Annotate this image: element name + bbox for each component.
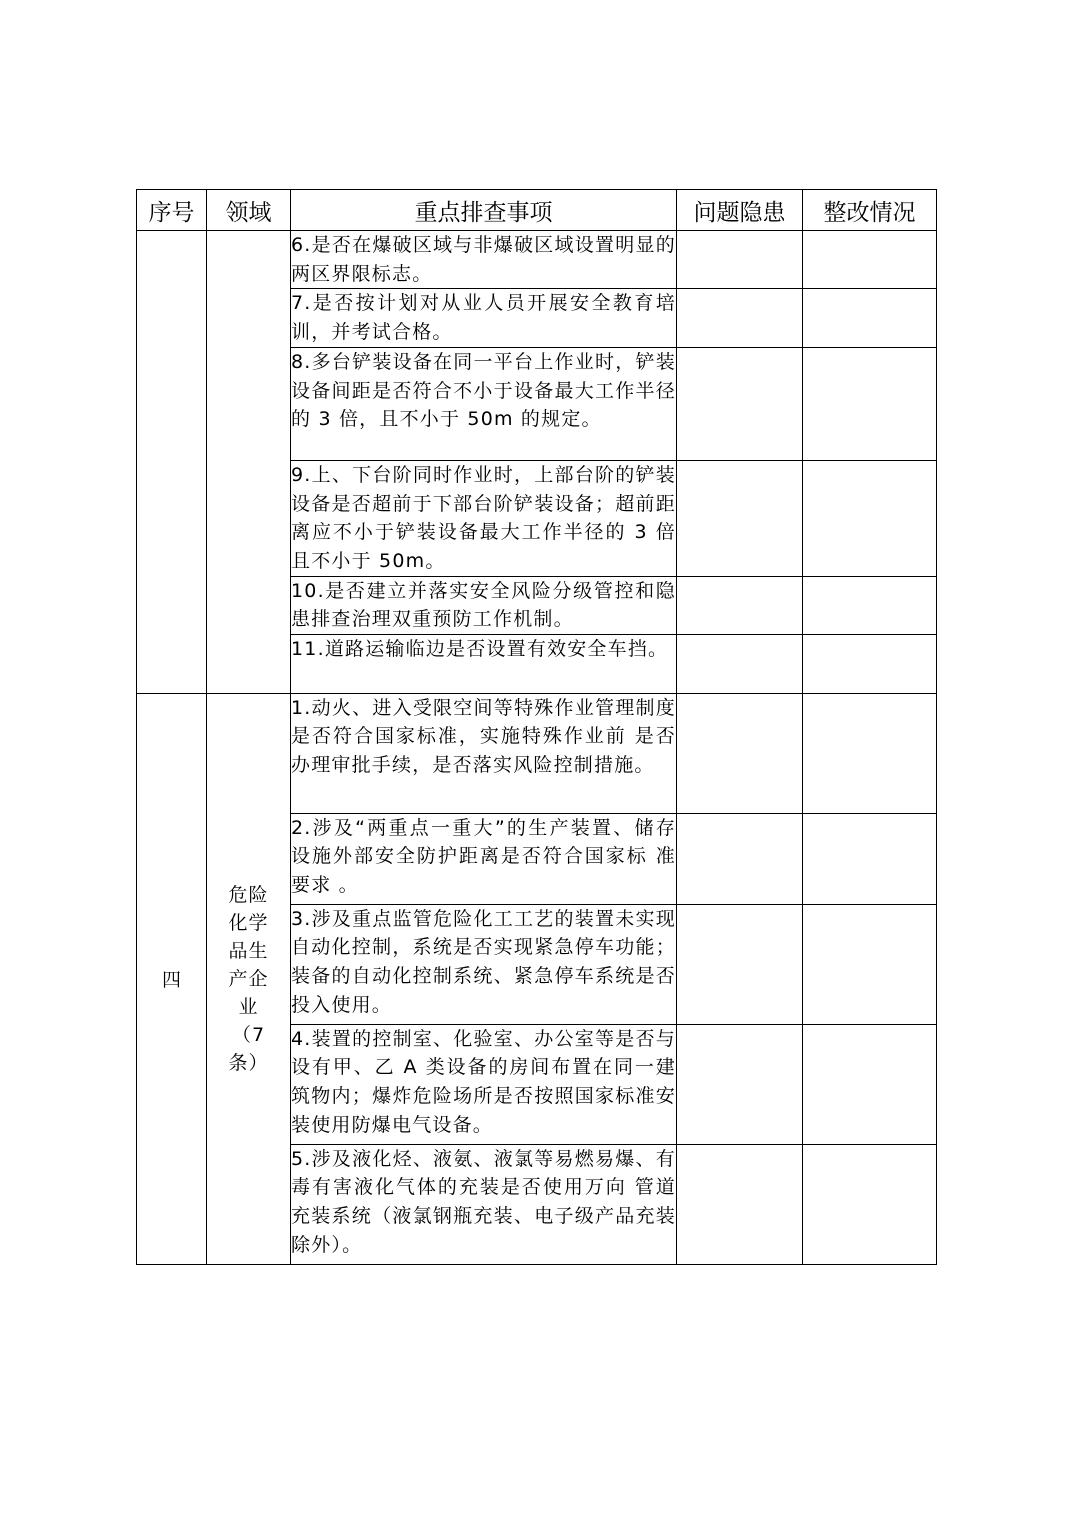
check-item: 8.多台铲装设备在同一平台上作业时，铲装设备间距是否符合不小于设备最大工作半径的 3 倍，且不小于 50m 的规定。 xyxy=(291,348,677,461)
issue-cell xyxy=(677,904,803,1024)
rectification-cell xyxy=(803,231,937,289)
field-cell-continued xyxy=(207,231,291,694)
rectification-cell xyxy=(803,348,937,461)
check-item: 3.涉及重点监管危险化工工艺的装置未实现自动化控制，系统是否实现紧急停车功能；装备的自动化控制系统、紧急停车系统是否投入使用。 xyxy=(291,904,677,1024)
check-item: 5.涉及液化烃、液氨、液氯等易燃易爆、有毒有害液化气体的充装是否使用万向 管道充装系统（液氯钢瓶充装、电子级产品充装除外）。 xyxy=(291,1144,677,1264)
field-cell xyxy=(207,693,291,1264)
rectification-cell xyxy=(803,813,937,904)
rectification-cell xyxy=(803,1024,937,1144)
header-field: 领域 xyxy=(207,190,291,231)
rectification-cell xyxy=(803,693,937,813)
issue-cell xyxy=(677,576,803,634)
header-issues: 问题隐患 xyxy=(677,190,803,231)
issue-cell xyxy=(677,693,803,813)
field-label: 危险化学品生产企业（7条） xyxy=(228,883,269,1074)
check-item: 1.动火、进入受限空间等特殊作业管理制度是否符合国家标准，实施特殊作业前 是否办理审批手续，是否落实风险控制措施。 xyxy=(291,693,677,813)
check-item: 7.是否按计划对从业人员开展安全教育培训，并考试合格。 xyxy=(291,289,677,348)
seq-cell-continued xyxy=(137,231,207,694)
inspection-table xyxy=(136,189,937,1265)
issue-cell xyxy=(677,1144,803,1264)
check-item: 6.是否在爆破区域与非爆破区域设置明显的两区界限标志。 xyxy=(291,231,677,289)
issue-cell xyxy=(677,348,803,461)
issue-cell xyxy=(677,461,803,576)
table-header-row xyxy=(137,190,937,231)
rectification-cell xyxy=(803,634,937,693)
rectification-cell xyxy=(803,289,937,348)
table-row xyxy=(137,231,937,289)
rectification-cell xyxy=(803,461,937,576)
seq-cell: 四 xyxy=(137,693,207,1264)
rectification-cell xyxy=(803,576,937,634)
table-row xyxy=(137,693,937,813)
check-item: 9.上、下台阶同时作业时，上部台阶的铲装设备是否超前于下部台阶铲装设备；超前距离应不小于铲装设备最大工作半径的 3 倍且不小于 50m。 xyxy=(291,461,677,576)
check-item: 2.涉及“两重点一重大”的生产装置、储存设施外部安全防护距离是否符合国家标 准要求 。 xyxy=(291,813,677,904)
issue-cell xyxy=(677,634,803,693)
header-rectification: 整改情况 xyxy=(803,190,937,231)
check-item: 11.道路运输临边是否设置有效安全车挡。 xyxy=(291,634,677,693)
issue-cell xyxy=(677,231,803,289)
check-item: 10.是否建立并落实安全风险分级管控和隐患排查治理双重预防工作机制。 xyxy=(291,576,677,634)
rectification-cell xyxy=(803,1144,937,1264)
rectification-cell xyxy=(803,904,937,1024)
header-items: 重点排查事项 xyxy=(291,190,677,231)
check-item: 4.装置的控制室、化验室、办公室等是否与设有甲、乙 A 类设备的房间布置在同一建筑物内；爆炸危险场所是否按照国家标准安装使用防爆电气设备。 xyxy=(291,1024,677,1144)
header-seq: 序号 xyxy=(137,190,207,231)
issue-cell xyxy=(677,813,803,904)
issue-cell xyxy=(677,1024,803,1144)
issue-cell xyxy=(677,289,803,348)
